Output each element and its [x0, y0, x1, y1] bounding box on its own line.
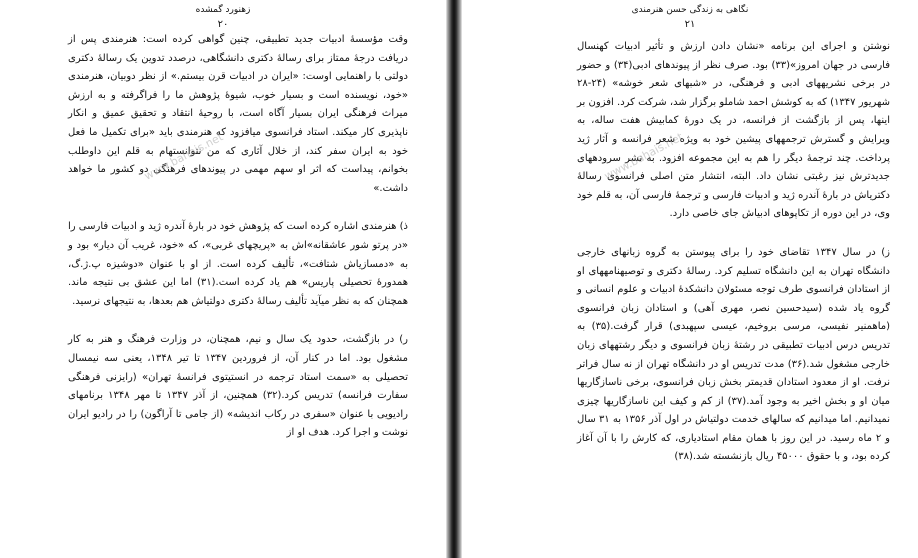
left-page	[0, 0, 447, 558]
running-head-left: زهنورد گمشده	[195, 5, 251, 15]
left-paragraph-1: وقت مؤسسهٔ ادبیات جدید تطبیقی، چنین گواهی کرده است: هنرمندی پس از دریافت درجهٔ ممتاز برای رسالهٔ دکتری دانشگاهی، درصدد تدوین یک رسالهٔ دکتری دولتی با راهنمایی اوست: «ایران در ادبیات قرن بیستم.» از نظر دوبیان، هنرمندی «خود، نویسنده است و بسیار خوب، شیوهٔ پژوهش ما را فراگرفته و به ارزش میراث فرهنگی ایران بسیار آگاه است، با روحیهٔ انتقاد و تحقیق عمیق و انکار ناپذیری کار میکند. استاد فرانسوی میافزود که هنرمندی باید «برای تکمیل ما فعل خود به ایران سفر کند، از خلال آثاری که من نتوانستهام به قلم این داوطلب بخوانم، پیداست که اثر او سهم مهمی در پیوندهای فرهنگی دو کشور ما خواهد داشت.»	[68, 34, 408, 194]
right-paragraph-2: ز) در سال ۱۳۴۷ تقاضای خود را برای پیوستن به گروه زبانهای خارجی دانشگاه تهران به این دانشگاه تسلیم کرد. رسالهٔ دکتری و توصیهنامههای او از استادان فرانسوی طرف توجه مسئولان دانشکدهٔ ادبیات و علوم انسانی و گروه یاد شده (سیدحسین نصر، مهری آهی) و استادان زبان فرانسوی (ماهمنیر نفیسی، مرسی بروخیم، عیسی سپهبدی) قرار گرفت.(۳۵) به تدریس درس ادبیات تطبیقی در رشتهٔ زبان فرانسوی و دیگر رشتههای زبان خارجی مشغول شد.(۳۶) مدت تدریس او در دانشگاه تهران از نه سال فراتر نرفت. او از معدود استادان قدیمتر بخش زبان فرانسوی، برخی ناسازگاریها میان او و بخش اخیر به وجود آمد.(۳۷) از کم و کیف این ناسازگاریها چیزی نمیدانیم. اما میدانیم که سالهای خدمت دولتیاش در اول آذر ۱۳۵۶ به ۳۱ سال و ۲ ماه رسید. در این روز با همان مقام استادیاری، که کارش را با آن آغاز کرده بود، و با حقوق ۴۵۰۰۰ ریال بازنشسته شد.(۳۸)	[577, 246, 890, 463]
book-gutter	[447, 0, 461, 558]
running-head-right: نگاهی به زندگی حسن هنرمندی	[631, 5, 749, 15]
page-number-left: ۲۰	[217, 19, 229, 30]
right-paragraph-1: نوشتن و اجرای این برنامه «نشان دادن ارزش و تأثیر ادبیات کهنسال فارسی در جهان امروز»(۳۳) بود. صرف نظر از پیوندهای ادبی(۳۴) و حضور در برخی نشریههای ادبی و فرهنگی، در «شبهای شعر خوشه» (۲۴-۲۸ شهریور ۱۳۴۷) که به کوشش احمد شاملو برگزار شد، شرکت کرد. افزون بر اینها، پس از بازگشت از فرانسه، در یک دورهٔ کمابیش هفت ساله، به ویرایش و گسترش ترجمههای پیشین خود به ویژه شعر فرانسه و آثار ژید پرداخت. چند ترجمهٔ دیگر را هم به این مجموعه افزود. به نشر سرودههای جدیدترش نیز رغبتی نشان داد. البته، انتشار متن اصلی فرانسوی رسالهٔ دکتریاش در بارهٔ آندره ژید و ادبیات فارسی و ترجمهٔ فارسی آن، به قلم خود وی، در این دوره از تکاپوهای ادبیاش جای خاصی دارد.	[577, 41, 890, 220]
left-paragraph-3: ر) در بازگشت، حدود یک سال و نیم، همچنان، در وزارت فرهنگ و هنر به کار مشغول بود. اما در کنار آن، از فروردین ۱۳۴۷ تا تیر ۱۳۴۸، یعنی سه نیمسال تحصیلی به «سمت استاد ترجمه در انستیتوی فرانسهٔ تهران» (رایزنی فرهنگی سفارت فرانسه) تدریس کرد.(۳۲) همچنین، از آذر ۱۳۴۷ تا مهر ۱۳۴۸ برنامهای رادیویی با عنوان «سفری در رکاب اندیشه» (از جامی تا آراگون) را در رادیو ایران نوشت و اجرا کرد. هدف او از	[68, 334, 409, 439]
right-page	[461, 0, 918, 558]
watermark-right: www.bahais.net	[602, 130, 686, 183]
right-text-block	[577, 38, 890, 467]
page-number-right: ۲۱	[684, 19, 696, 30]
left-paragraph-2: ذ) هنرمندی اشاره کرده است که پژوهش خود در بارهٔ آندره ژید و ادبیات فارسی را «در پرتو شور عاشقانه»اش به «پریچهای غربی»، که «خود، غریب آن دیار» بود و به «دمسازیاش شتافت»، تألیف کرده است. از او با عنوان «دوشیزه پ.ژ.گ، همدورهٔ تحصیلی پاریس» هم یاد کرده است.(۳۱) اما این عشق بی نتیجه ماند. همچنان که به نظر میآید تألیف رسالهٔ دکتری دولتیاش هم بعدها، به نتیجهای نرسید.	[68, 221, 408, 307]
left-text-block	[68, 31, 408, 443]
watermark-left: www.bahais.net	[142, 130, 226, 183]
